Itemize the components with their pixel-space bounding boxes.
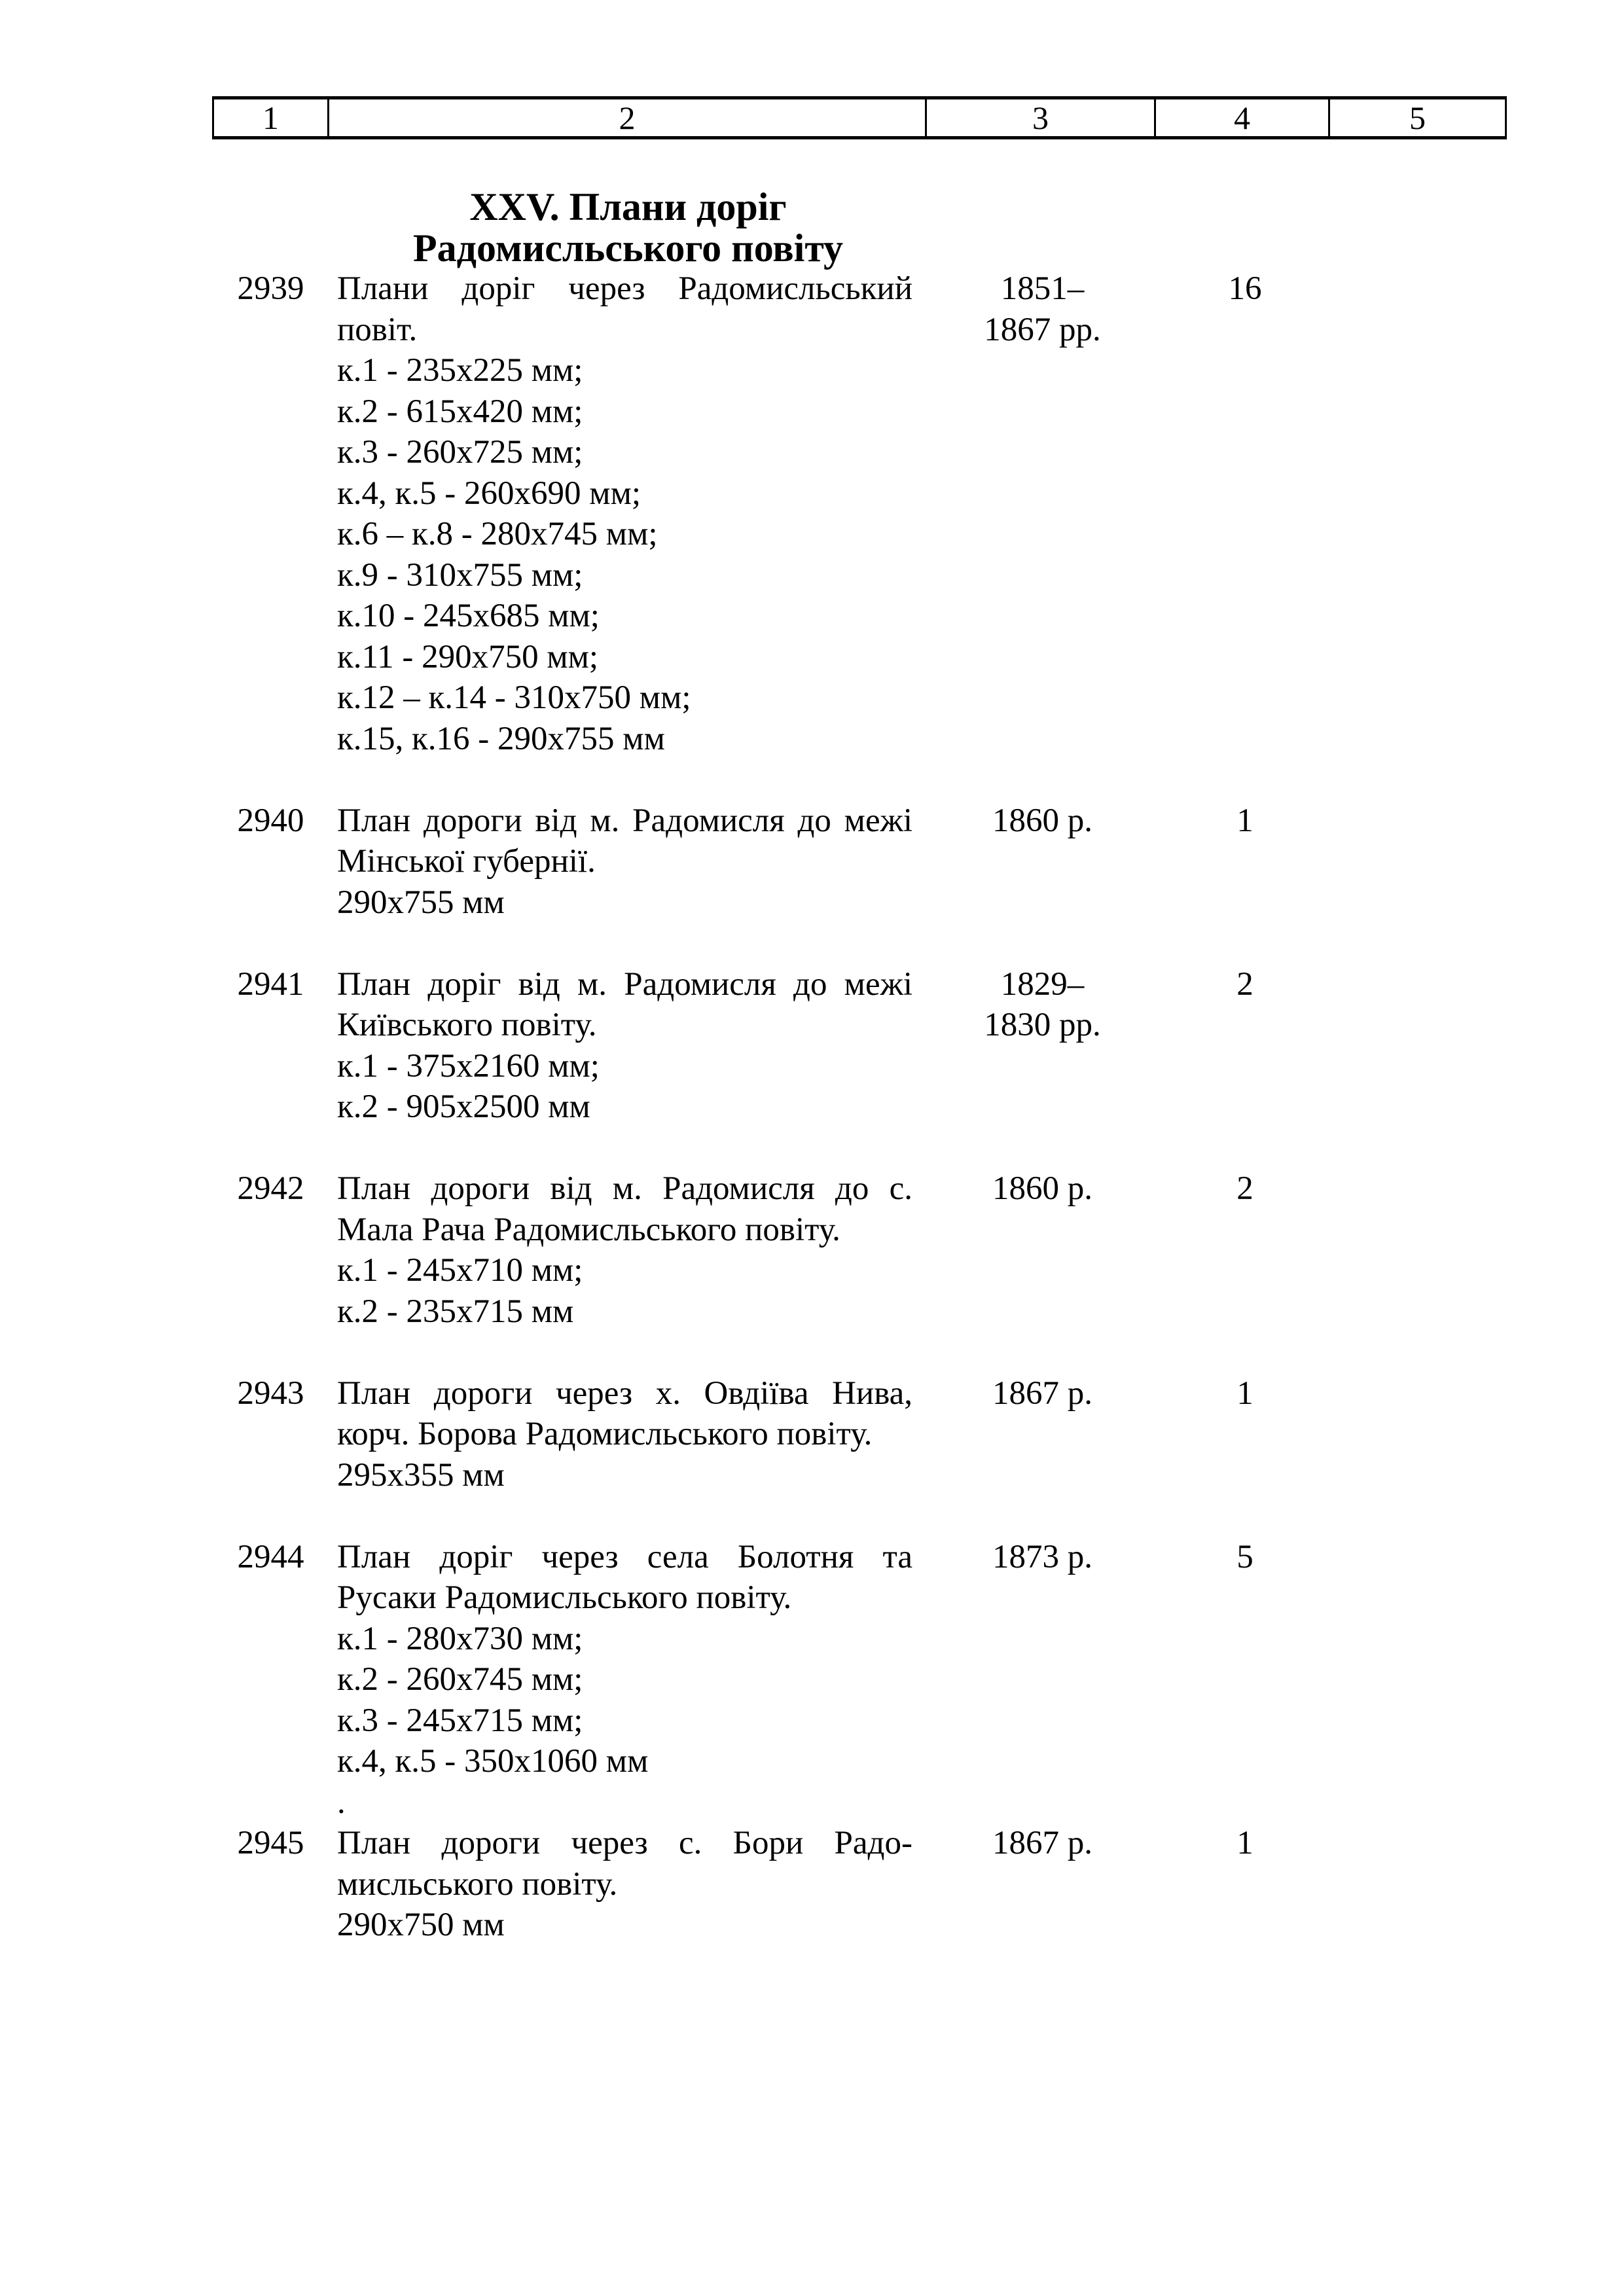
entry-number: 2941 [237, 965, 304, 1003]
entry-date-cell [927, 1373, 1158, 1414]
table-header-row [212, 96, 1507, 139]
entry-row-2943 [212, 1373, 1507, 1496]
entry-date-line1: 1829– [1000, 965, 1085, 1003]
header-cell-1: 1 [214, 99, 329, 136]
entry-description-cell [329, 964, 927, 1128]
section-heading-line2: Радомисльського повіту [412, 226, 844, 270]
entry-date-cell [927, 1168, 1158, 1210]
entry-date-line2: 1867 рр. [984, 311, 1101, 348]
entry-description-cell [329, 1823, 927, 1946]
entry-description-cell [329, 1537, 927, 1823]
entry-date-cell [927, 268, 1158, 350]
entry-row-2944 [212, 1537, 1507, 1823]
entry-detail-line: к.1 - 280х730 мм; [337, 1620, 583, 1657]
entry-count: 1 [1236, 1374, 1254, 1412]
entry-description-cell [329, 800, 927, 924]
entry-detail-line: к.3 - 245х715 мм; [337, 1702, 583, 1739]
entry-detail-line: к.15, к.16 - 290х755 мм [337, 720, 665, 757]
entry-detail-line: к.4, к.5 - 260х690 мм; [337, 475, 641, 512]
entry-description: План доріг через села Болотня та Русаки Радомисльського повіту. [337, 1538, 912, 1616]
entry-count: 2 [1236, 1170, 1254, 1207]
entry-date-line1: 1867 р. [992, 1374, 1092, 1412]
entry-description-cell [329, 268, 927, 759]
entry-row-2942 [212, 1168, 1507, 1332]
section-heading-line1: XXV. Плани доріг [469, 185, 787, 228]
entry-count: 1 [1236, 802, 1254, 839]
entry-number: 2943 [237, 1374, 304, 1412]
entry-description: План дороги від м. Радомисля до с. Мала Рача Радомисльського повіту. [337, 1170, 912, 1248]
entry-detail-line: к.9 - 310х755 мм; [337, 556, 583, 594]
document-body [212, 187, 1507, 1946]
entry-detail-line: к.4, к.5 - 350х1060 мм [337, 1743, 649, 1780]
entry-date-cell [927, 1537, 1158, 1578]
entry-description: План дороги через с. Бори Радомисльського повіту. [337, 1825, 912, 1903]
entry-date-line1: 1867 р. [992, 1825, 1092, 1861]
entry-detail-line: 290х750 мм [337, 1907, 505, 1943]
entry-description: План дороги через х. Овдіїва Нива, корч. Борова Радомисльського повіту. [337, 1374, 912, 1452]
section-heading [329, 187, 927, 268]
entry-detail-line: к.1 - 375х2160 мм; [337, 1047, 600, 1085]
entry-row-2940 [212, 800, 1507, 924]
entry-description: План дороги від м. Радомисля до межі Мінської губернії. [337, 802, 912, 880]
entry-row-2939 [212, 268, 1507, 759]
entry-description: План доріг від м. Радомисля до межі Київського повіту. [337, 965, 912, 1043]
entry-detail-line: к.12 – к.14 - 310х750 мм; [337, 679, 691, 716]
entry-count: 1 [1236, 1825, 1254, 1861]
entry-number: 2940 [237, 802, 304, 839]
entry-detail-line: к.2 - 235х715 мм [337, 1293, 574, 1330]
entry-detail-line: к.11 - 290х750 мм; [337, 638, 599, 675]
entry-detail-line: к.1 - 245х710 мм; [337, 1252, 583, 1289]
entry-detail-line: 295х355 мм [337, 1456, 505, 1494]
entry-row-2941 [212, 964, 1507, 1128]
entry-row-2945 [212, 1823, 1507, 1946]
entry-detail-line: к.2 - 615х420 мм; [337, 393, 583, 430]
entry-detail-line: к.2 - 260х745 мм; [337, 1661, 583, 1698]
entry-number: 2942 [237, 1170, 304, 1207]
entry-detail-line: к.2 - 905х2500 мм [337, 1088, 590, 1125]
entry-detail-line: к.6 – к.8 - 280х745 мм; [337, 516, 658, 552]
entry-number: 2945 [237, 1825, 304, 1861]
entry-count: 2 [1236, 965, 1254, 1003]
entry-detail-line: к.10 - 245х685 мм; [337, 598, 600, 634]
entry-count: 5 [1236, 1538, 1254, 1575]
entry-description-cell [329, 1373, 927, 1496]
entry-date-line2: 1830 рр. [984, 1007, 1101, 1043]
entry-description: Плани доріг через Радомисльський повіт. [337, 270, 912, 348]
entry-detail-line: . [337, 1784, 346, 1821]
entry-count: 16 [1228, 270, 1262, 307]
entry-date-cell [927, 964, 1158, 1046]
entry-date-line1: 1860 р. [992, 802, 1092, 839]
entry-detail-line: к.1 - 235х225 мм; [337, 352, 583, 389]
header-cell-3: 3 [927, 99, 1156, 136]
entry-number: 2944 [237, 1538, 304, 1575]
entry-date-line1: 1851– [1000, 270, 1085, 307]
entry-detail-line: 290х755 мм [337, 884, 505, 921]
entry-date-line1: 1873 р. [992, 1538, 1092, 1575]
header-cell-2: 2 [329, 99, 927, 136]
entry-description-cell [329, 1168, 927, 1332]
entry-number: 2939 [237, 270, 304, 307]
header-cell-4: 4 [1156, 99, 1330, 136]
header-cell-5: 5 [1409, 99, 1426, 136]
entry-date-cell [927, 800, 1158, 842]
entry-date-line1: 1860 р. [992, 1170, 1092, 1207]
entry-detail-line: к.3 - 260х725 мм; [337, 434, 583, 471]
entry-date-cell [927, 1823, 1158, 1864]
